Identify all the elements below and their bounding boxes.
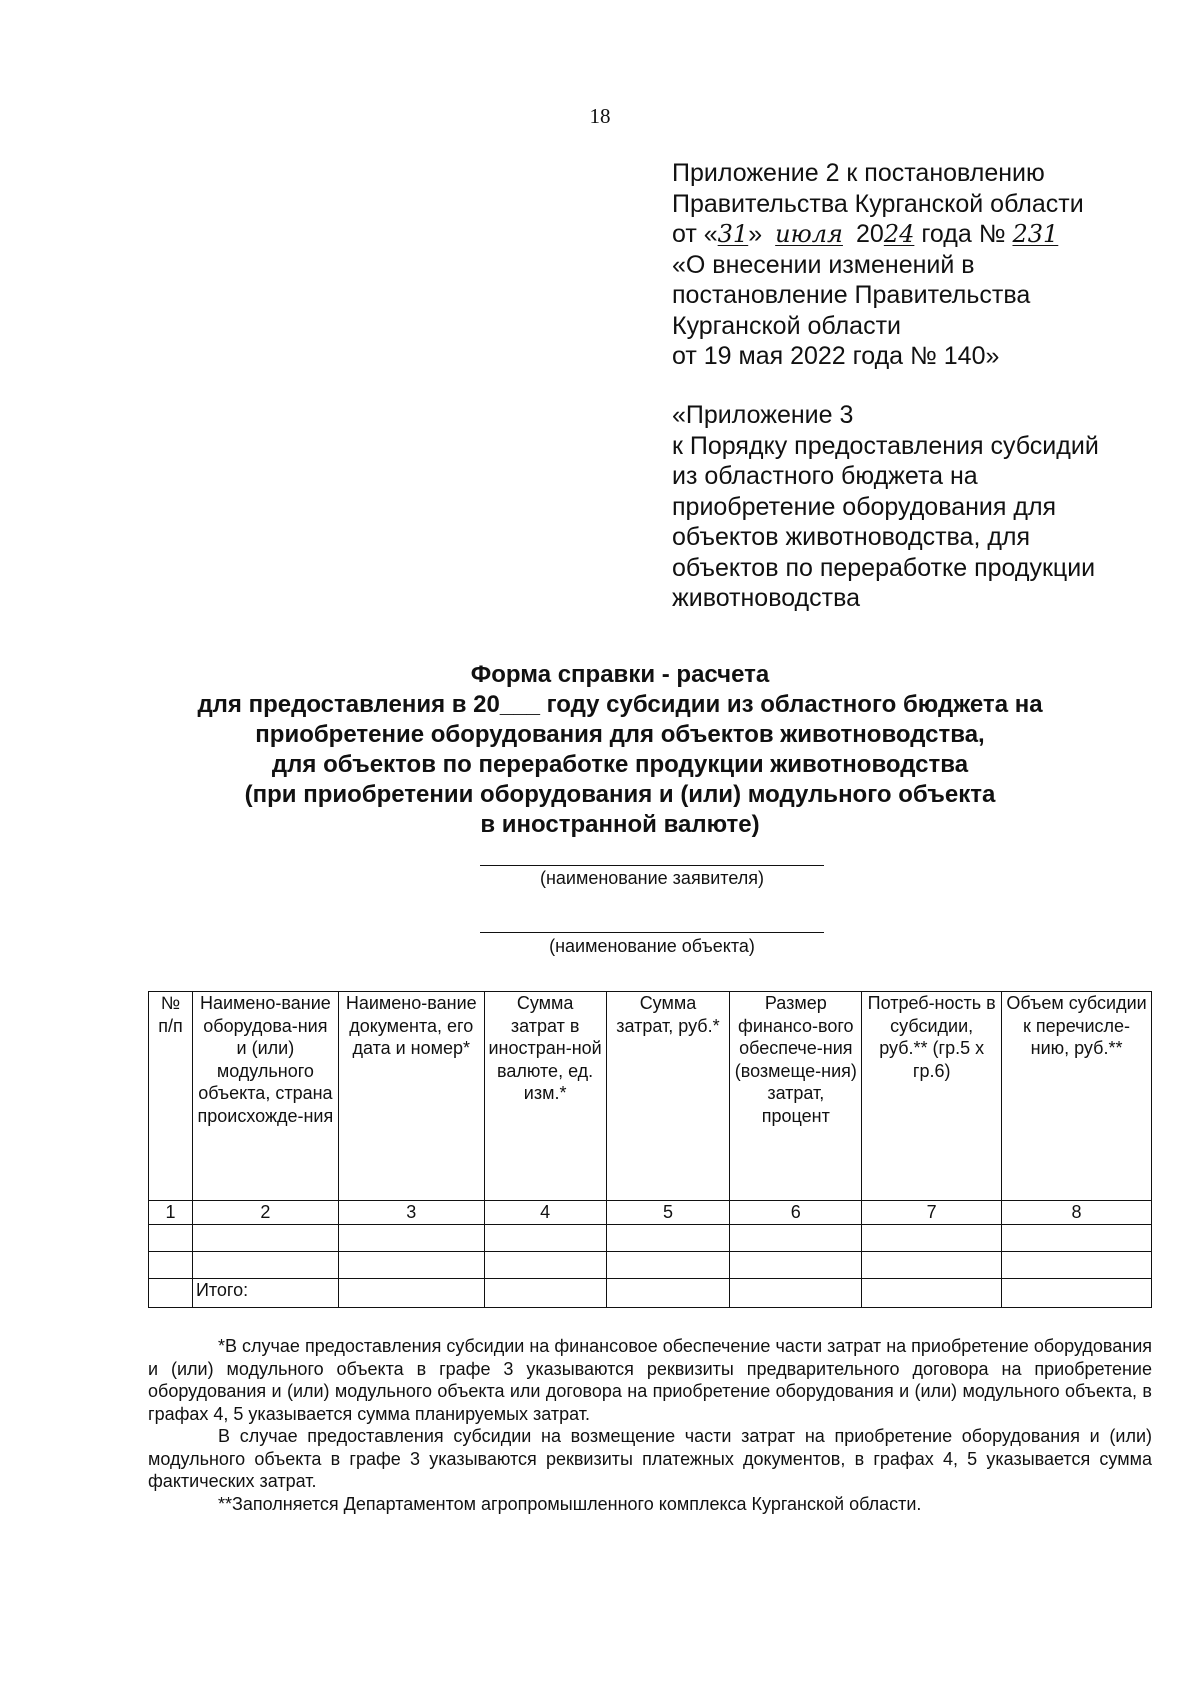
empty-cell[interactable] [149,1251,193,1278]
footnote: **Заполняется Департаментом агропромышленного комплекса Курганской области. [218,1493,922,1514]
column-number: 1 [149,1201,193,1225]
empty-cell[interactable] [1002,1251,1152,1278]
empty-cell[interactable] [1002,1278,1152,1307]
empty-cell[interactable] [149,1224,193,1251]
appendix-sub [672,400,1142,614]
applicant-blank-line [480,865,824,866]
handwritten-month: июля [775,220,843,248]
object-blank-line [480,932,824,933]
header-cell-foreign-sum: Сумма затрат в иностран-ной валюте, ед. изм.* [484,992,606,1201]
column-number: 6 [730,1201,862,1225]
empty-cell[interactable] [192,1251,338,1278]
column-number: 8 [1002,1201,1152,1225]
title-line: для предоставления в 20___ году субсидии из областного бюджета на [197,691,1043,718]
title-line: (при приобретении оборудования и (или) модульного объекта [244,781,996,808]
column-number: 3 [338,1201,484,1225]
empty-cell[interactable] [338,1278,484,1307]
appendix-sub-line: приобретение оборудования для [672,492,1057,521]
empty-cell[interactable] [484,1224,606,1251]
calculation-table [148,991,1152,1308]
header-cell-percent: Размер финансо-вого обеспече-ния (возмеще-ния) затрат, процент [730,992,862,1201]
object-caption: (наименование объекта) [549,936,755,956]
appendix-sub-line: из областного бюджета на [672,462,978,490]
empty-cell[interactable] [606,1224,730,1251]
column-number-row [149,1201,1152,1225]
empty-cell[interactable] [730,1278,862,1307]
appendix-header-line: постановление Правительства [672,281,1031,309]
header-cell-document: Наимено-вание документа, его дата и номер* [338,992,484,1201]
column-number: 5 [606,1201,730,1225]
empty-cell[interactable] [192,1224,338,1251]
empty-cell[interactable] [606,1251,730,1278]
header-cell-need: Потреб-ность в субсидии, руб.** (гр.5 х гр.6) [862,992,1002,1201]
column-number: 7 [862,1201,1002,1225]
year-word: года № [921,220,1006,248]
date-prefix: от « [672,220,718,248]
page-number: 18 [589,104,611,128]
empty-cell[interactable] [1002,1224,1152,1251]
appendix-sub-line: животноводства [672,584,861,612]
empty-cell[interactable] [338,1224,484,1251]
appendix-sub-line: объектов животноводства, для [672,523,1031,551]
column-number: 2 [192,1201,338,1225]
handwritten-year: 24 [883,220,915,248]
appendix-header-line: Правительства Курганской области [672,189,1084,218]
appendix-header [672,158,1142,372]
form-title [140,660,1100,840]
empty-cell[interactable] [484,1251,606,1278]
appendix-header-line: Приложение 2 к постановлению [672,159,1045,187]
title-line: Форма справки - расчета [470,661,770,688]
header-cell-rub-sum: Сумма затрат, руб.* [606,992,730,1201]
empty-cell[interactable] [484,1278,606,1307]
empty-cell[interactable] [862,1224,1002,1251]
column-number: 4 [484,1201,606,1225]
table-row [149,1224,1152,1251]
footnotes [148,1335,1152,1515]
header-cell-num: № п/п [149,992,193,1201]
appendix-sub-line: «Приложение 3 [672,401,854,429]
year-prefix: 20 [856,220,884,248]
appendix-date-line [672,219,1142,250]
total-label: Итого: [192,1278,338,1307]
empty-cell[interactable] [862,1251,1002,1278]
appendix-sub-line: объектов по переработке продукции [672,553,1096,582]
applicant-caption: (наименование заявителя) [539,868,765,888]
table-header-row [149,992,1152,1201]
date-separator: » [748,220,763,248]
footnote: *В случае предоставления субсидии на финансовое обеспечение части затрат на приобретение оборудования и (или) модульного объекта в графе 3 указываются реквизиты предварительного договора на приобретение оборудования и (или) модульного объекта или договора на приобретение оборудования и (или) модульного объекта, в графах 4, 5 указывается сумма планируемых затрат. [148,1336,1152,1424]
header-cell-equipment: Наимено-вание оборудова-ния и (или) модульного объекта, страна происхожде-ния [192,992,338,1201]
handwritten-day: 31 [717,220,749,248]
footnote: В случае предоставления субсидии на возмещение части затрат на приобретение оборудования и (или) модульного объекта в графе 3 указываются реквизиты платежных документов, в графах 4, 5 указывается сумма фактических затрат. [148,1426,1152,1491]
empty-cell[interactable] [862,1278,1002,1307]
handwritten-number: 231 [1012,220,1059,248]
title-line: приобретение оборудования для объектов животноводства, [255,721,985,748]
appendix-header-line: «О внесении изменений в [672,250,975,279]
appendix-header-line: от 19 мая 2022 года № 140» [672,342,1000,370]
header-cell-volume: Объем субсидии к перечисле-нию, руб.** [1002,992,1152,1201]
appendix-header-line: Курганской области [672,311,902,340]
empty-cell[interactable] [606,1278,730,1307]
empty-cell[interactable] [730,1224,862,1251]
appendix-sub-line: к Порядку предоставления субсидий [672,431,1099,460]
title-line: для объектов по переработке продукции животноводства [271,751,969,778]
empty-cell[interactable] [338,1251,484,1278]
table-row [149,1251,1152,1278]
total-row [149,1278,1152,1307]
empty-cell[interactable] [730,1251,862,1278]
title-line: в иностранной валюте) [480,811,760,838]
empty-cell [149,1278,193,1307]
